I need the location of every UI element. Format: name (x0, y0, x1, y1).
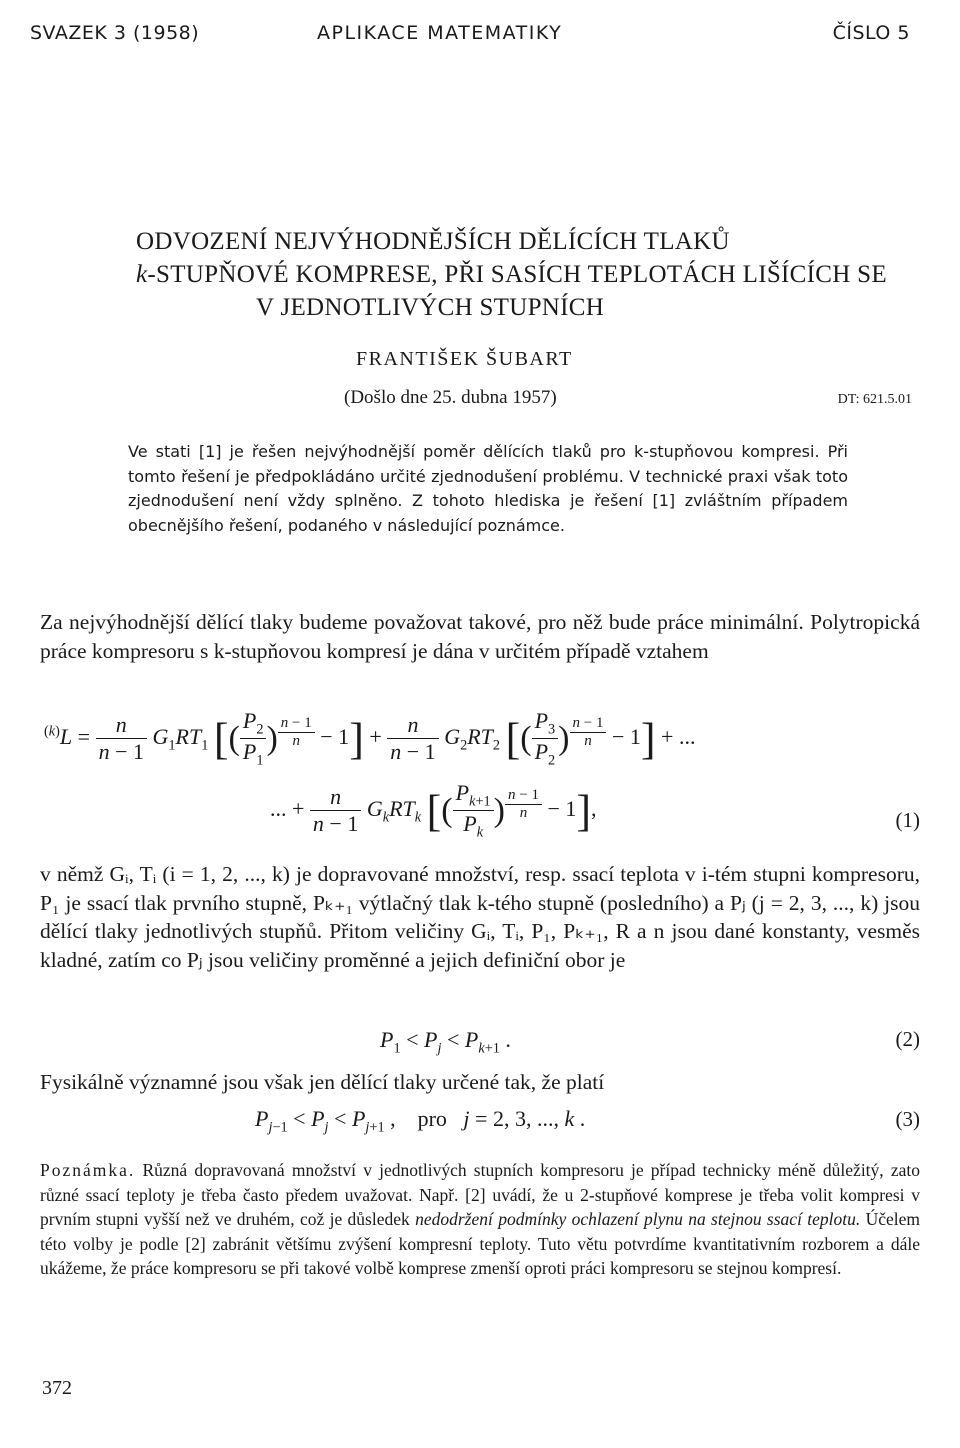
paragraph-1-text: Za nejvýhodnější dělící tlaky budeme považovat takové, pro něž bude práce minimální. Polytropická práce kompresoru s k-stupňovou kompresí je dána v určitém případě vztahem (40, 610, 920, 663)
equation-number-3: (3) (895, 1107, 920, 1131)
equation-number-2: (2) (895, 1027, 920, 1051)
volume-label: SVAZEK 3 (1958) (30, 22, 200, 44)
paragraph-1 (40, 608, 920, 665)
note (40, 1158, 920, 1281)
equation-1-line-2: ... + $\frac{n}{n - 1}$ $G_kRT_k$ [( $\frac{P_{k+1}}{P_k}$ ) $^{\frac{n - 1}{n}}$ − 1], (270, 780, 597, 841)
equation-3: $P_{j-1} < P_j < P_{j+1}$ , pro j = 2, 3, ..., k . (255, 1106, 586, 1136)
equation-1-line-1: $^{(k)}$L = $\frac{n}{n - 1}$ $G_1RT_1$ [( $\frac{P_2}{P_1}$ ) $^{\frac{n - 1}{n}}$ − 1] + $\frac{n}{n - 1}$ $G_2RT_2$ [( $\frac{P_3}{P_2}$ ) $^{\frac{n - 1}{n}}$ − 1] + ... (44, 708, 696, 769)
author: FRANTIŠEK ŠUBART (356, 348, 573, 370)
equation-number-1: (1) (895, 808, 920, 832)
abstract (128, 440, 848, 538)
article-title (136, 225, 887, 324)
title-line-3: V JEDNOTLIVÝCH STUPNÍCH (256, 294, 605, 321)
received-date: (Došlo dne 25. dubna 1957) (344, 387, 557, 408)
running-head (30, 22, 910, 52)
paragraph-3-text: Fysikálně významné jsou však jen dělící tlaky určené tak, že platí (40, 1070, 605, 1094)
title-line-1: ODVOZENÍ NEJVÝHODNĚJŠÍCH DĚLÍCÍCH TLAKŮ (136, 228, 730, 255)
paragraph-3 (40, 1068, 920, 1097)
page-number: 372 (42, 1377, 72, 1399)
journal-title: APLIKACE MATEMATIKY (317, 22, 563, 44)
note-text (40, 1158, 920, 1281)
title-k: k (136, 261, 148, 288)
equation-2: $P_1 < P_j < P_{k+1}$ . (380, 1027, 511, 1057)
note-italic: nedodržení podmínky ochlazení plynu na stejnou ssací teplotu. (415, 1209, 861, 1230)
paragraph-2 (40, 860, 920, 974)
abstract-text: Ve stati [1] je řešen nejvýhodnější poměr dělících tlaků pro k-stupňovou kompresi. Při tomto řešení je předpokládáno určité zjednodušení problému. V technické praxi však toto zjednodušení není vždy splněno. Z tohoto hlediska je řešení [1] zvláštním případem obecnějšího řešení, podaného v následující poznámce. (128, 442, 848, 535)
paragraph-2-text: v němž Gᵢ, Tᵢ (i = 1, 2, ..., k) je dopravované množství, resp. ssací teplota v i-tém stupni kompresoru, P₁ je ssací tlak prvního stupně, Pₖ₊₁ výtlačný tlak k-tého stupně (posledního) a Pⱼ (j = 2, 3, ..., k) jsou dělící tlaky jednotlivých stupňů. Přitom veličiny Gᵢ, Tᵢ, P₁, Pₖ₊₁, R a n jsou dané konstanty, vesměs kladné, zatím co Pⱼ jsou veličiny proměnné a jejich definiční obor je (40, 862, 920, 972)
dt-classification: DT: 621.5.01 (837, 392, 912, 407)
issue-label: ČÍSLO 5 (832, 22, 910, 44)
note-text-1: Různá dopravovaná množství v jednotlivých stupních kompresoru je případ technicky méně důležitý, zato různé ssací teploty je třeba často předem uvažovat. Např. [2] uvádí, že u 2-stupňové komprese je třeba volit kompresi v prvním stupni vyšší než ve druhém, což je důsledek (40, 1160, 920, 1230)
title-line-2-text: -STUPŇOVÉ KOMPRESE, PŘI SASÍCH TEPLOTÁCH LIŠÍCÍCH SE (147, 261, 887, 288)
note-label: Poznámka. (40, 1160, 136, 1180)
title-line-2 (136, 258, 887, 291)
note-text-2: Účelem této volby je podle [2] zabránit většímu zvýšení kompresní teploty. Tuto větu potvrdíme kvantitativním rozborem a dále ukážeme, že práce kompresoru se při takové volbě komprese zmenší oproti práci kompresoru se stejnou kompresí. (40, 1209, 921, 1279)
